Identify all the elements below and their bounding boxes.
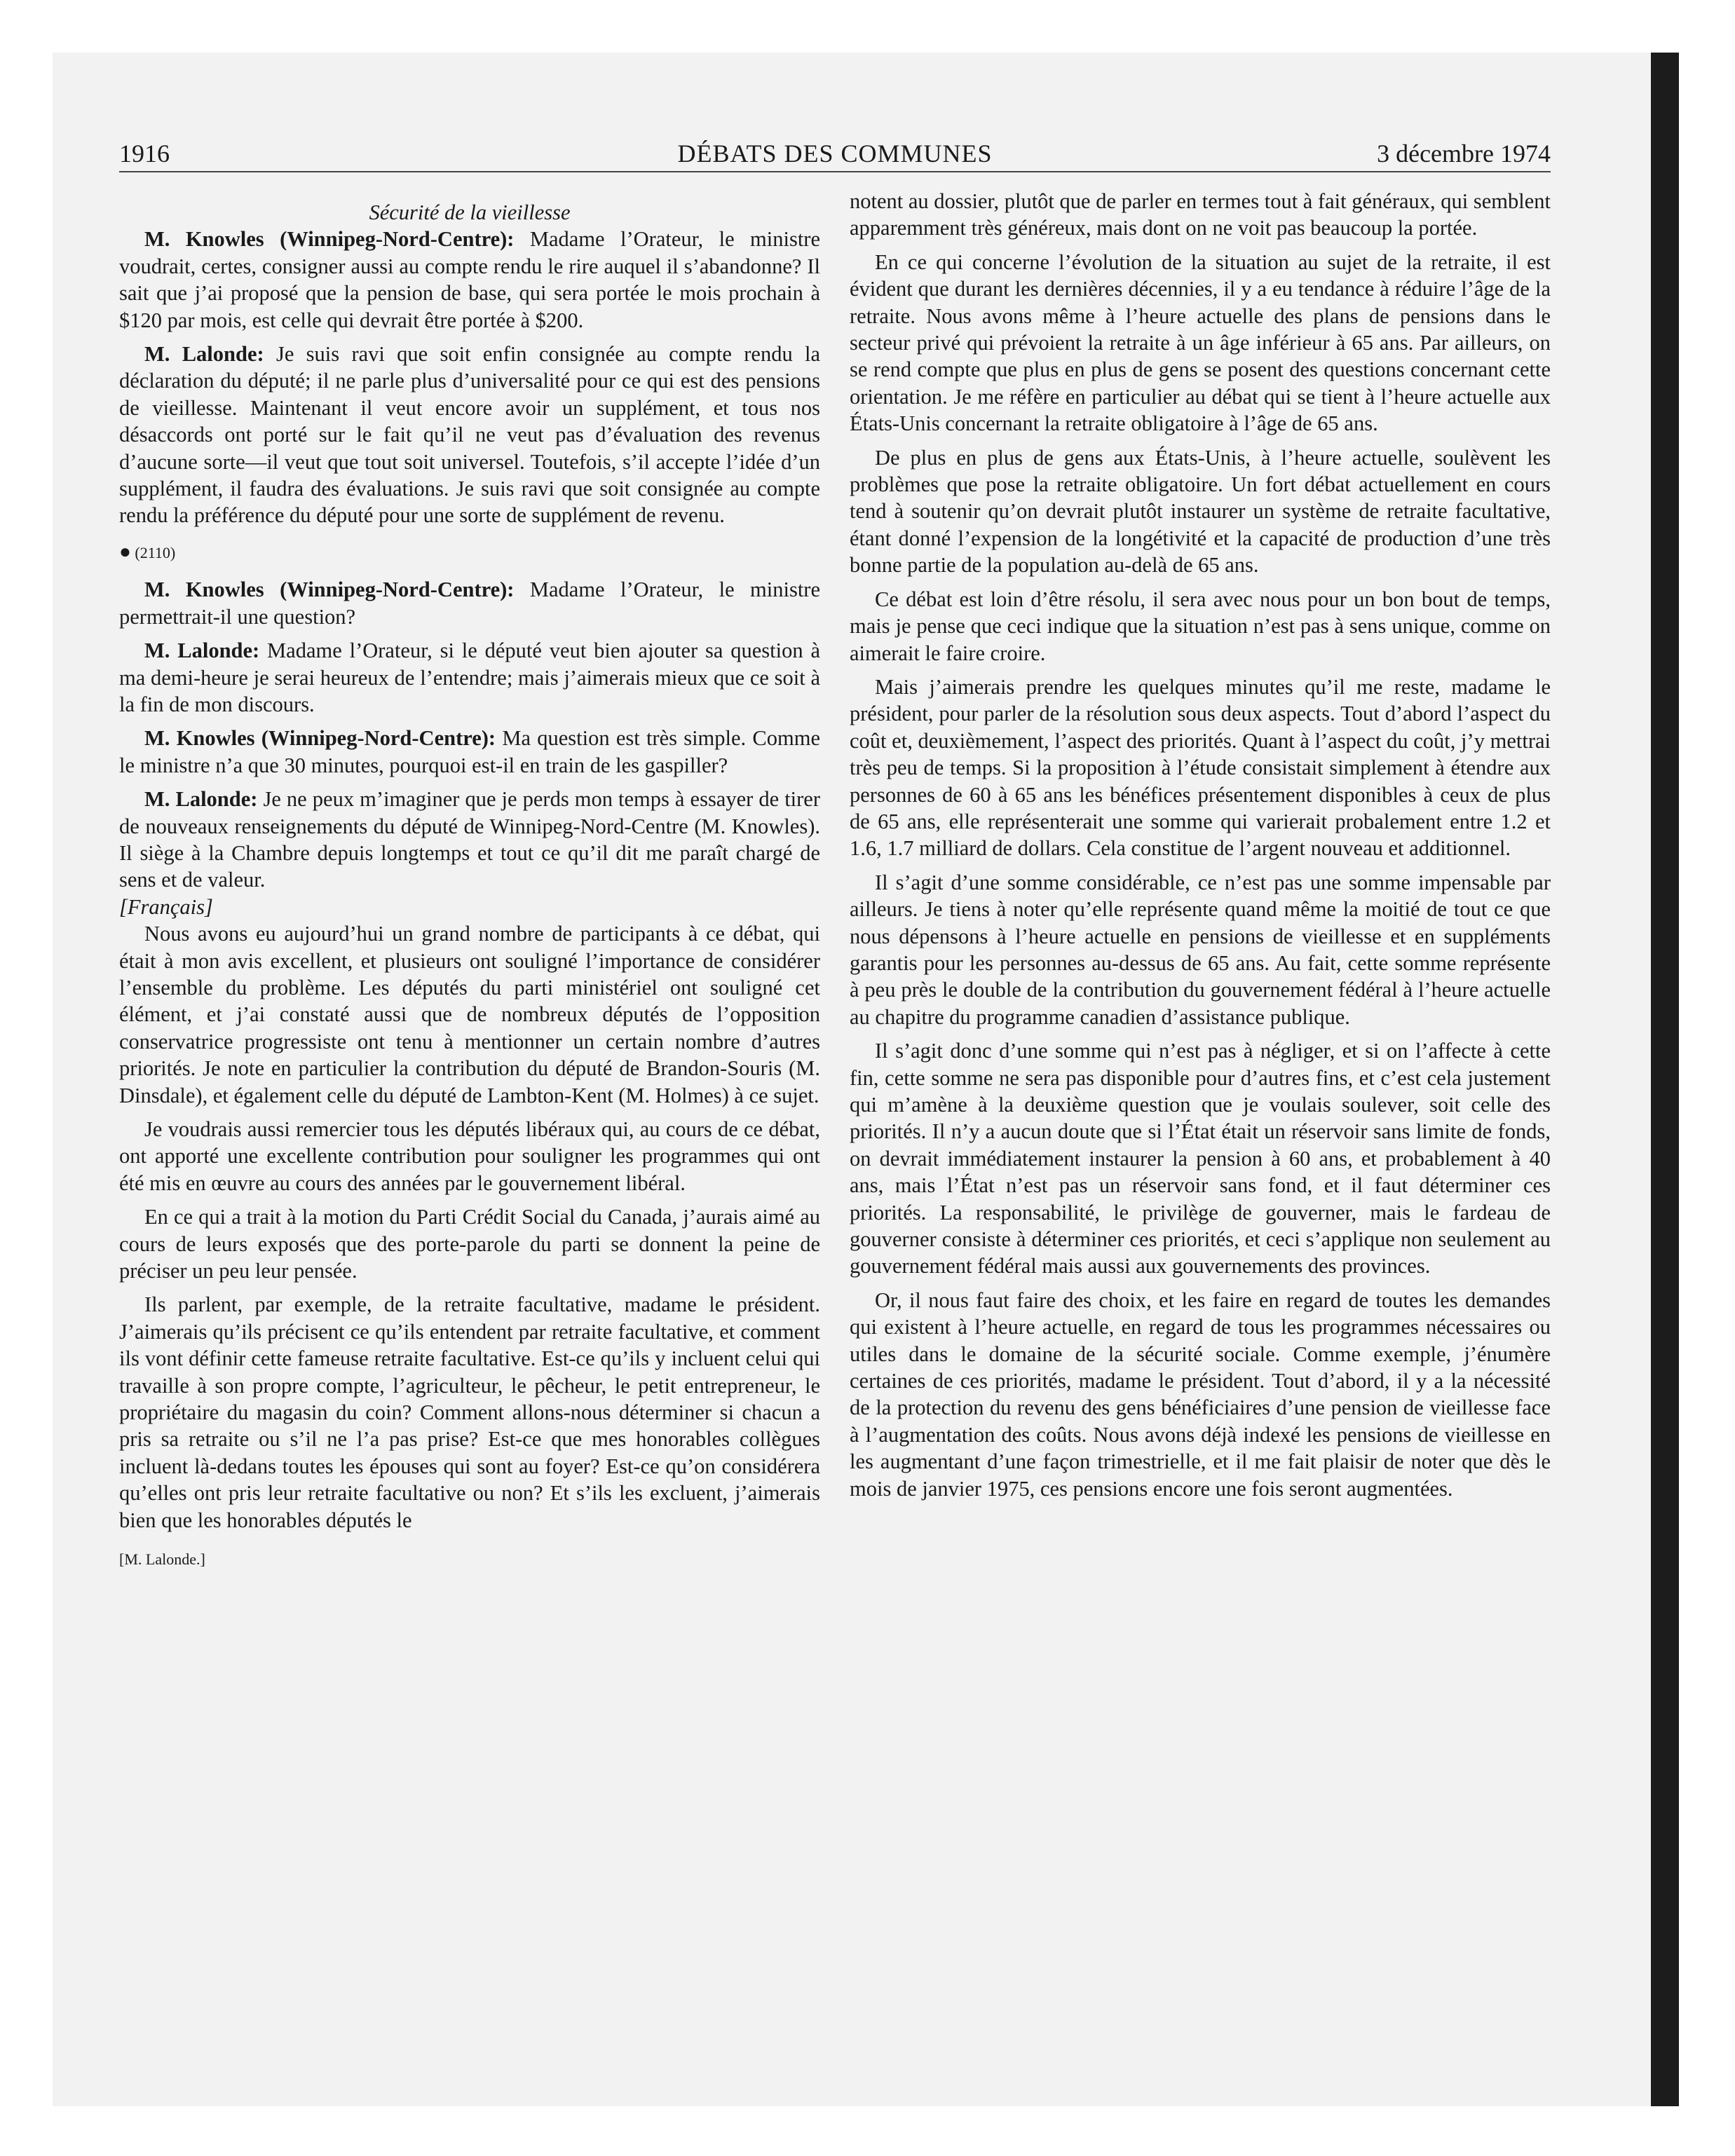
paragraph: Je voudrais aussi remercier tous les députés libéraux qui, au cours de ce débat, ont apporté une excellente contribution pour souligner les programmes qui ont été mis en œuvre au cours des années par le gouvernement libéral. bbox=[119, 1117, 820, 1195]
page-header bbox=[119, 139, 1551, 172]
paragraph: En ce qui concerne l’évolution de la situation au sujet de la retraite, il est évident que durant les dernières décennies, il y a eu tendance à réduire l’âge de la retraite. Nous avons même à l’heure actuelle des plans de pensions dans le secteur privé qui prévoient la retraite à un âge inférieur à 65 ans. Par ailleurs, on se rend compte que plus en plus de gens se posent des questions concernant cette orientation. Je me réfère en particulier au débat qui se tient à l’heure actuelle aux États-Unis concernant la retraite obligatoire à l’âge de 65 ans. bbox=[850, 250, 1551, 436]
right-column bbox=[850, 188, 1551, 1509]
paragraph: De plus en plus de gens aux États-Unis, à l’heure actuelle, soulèvent les problèmes que pose la retraite obligatoire. Un fort débat actuellement en cours tend à soutenir qu’on devrait plutôt instaurer un système de retraite facultative, étant donné l’expension de la longétivité et la capacité de production d’une très bonne partie de la population au-delà de 65 ans. bbox=[850, 445, 1551, 578]
speech-text: Madame l’Orateur, le ministre voudrait, certes, consigner aussi au compte rendu le rire auquel il s’abandonne? Il sait que j’ai proposé que la pension de base, qui sera portée le mois prochain à $120 par mois, est celle qui devrait être portée à $200. bbox=[119, 227, 820, 332]
scan-edge-bar bbox=[1651, 53, 1679, 2106]
speaker-name: M. Knowles (Winnipeg-Nord-Centre): bbox=[144, 227, 515, 252]
paragraph bbox=[119, 576, 820, 630]
speaker-name: M. Knowles (Winnipeg-Nord-Centre): bbox=[144, 726, 496, 751]
paragraph bbox=[119, 786, 820, 894]
page-number: 1916 bbox=[119, 139, 170, 168]
paragraph: Ce débat est loin d’être résolu, il sera avec nous pour un bon bout de temps, mais je pense que ceci indique que la situation n’est pas à sens unique, comme on aimerait le faire croire. bbox=[850, 587, 1551, 665]
paragraph: Ils parlent, par exemple, de la retraite facultative, madame le président. J’aimerais qu’ils précisent ce qu’ils entendent par retraite facultative, et comment ils vont définir cette fameuse retraite facultative. Est-ce qu’ils y incluent celui qui travaille à son propre compte, l’agriculteur, le pêcheur, le petit entrepreneur, le propriétaire du magasin du coin? Comment allons-nous déterminer si chacun a pris sa retraite ou s’il ne l’a pas prise? Est-ce que mes honorables collègues incluent là-dedans toutes les épouses qui sont au foyer? Est-ce qu’on considérera qu’elles ont pris leur retraite facultative ou non? Et s’ils les excluent, j’aimerais bien que les honorables députés le bbox=[119, 1292, 820, 1532]
speech-text: Madame l’Orateur, si le député veut bien ajouter sa question à ma demi-heure je serai heureux de l’entendre; mais j’aimerais mieux que ce soit à la fin de mon discours. bbox=[119, 639, 821, 716]
speech-text: Je suis ravi que soit enfin consignée au compte rendu la déclaration du député; il ne parle plus d’universalité pour ce qui est des pensions de vieillesse. Maintenant il veut encore avoir un supplément, et tous nos désaccords ont porté sur le fait qu’il ne veut pas d’évaluation des revenus d’aucune sorte—il veut que tout soit universel. Toutefois, s’il accepte l’idée d’un supplément, il faudra des évaluations. Je suis ravi que soit consignée au compte rendu la préférence du député pour une sorte de supplément de revenu. bbox=[119, 342, 821, 528]
header-date: 3 décembre 1974 bbox=[1377, 139, 1551, 168]
paragraph: Mais j’aimerais prendre les quelques minutes qu’il me reste, madame le président, pour parler de la résolution sous deux aspects. Tout d’abord l’aspect du coût et, deuxièmement, l’aspect des priorités. Quant à l’aspect du coût, j’y mettrai très peu de temps. Si la proposition à l’étude consistait simplement à étendre aux personnes de 60 à 65 ans les bénéfices présentement disponibles à ceux de plus de 65 ans, elle représenterait une somme qui varierait probalement entre 1.2 et 1.6, 1.7 milliard de dollars. Cela constitue de l’argent nouveau et additionnel. bbox=[850, 674, 1551, 861]
paragraph: En ce qui a trait à la motion du Parti Crédit Social du Canada, j’aurais aimé au cours de leurs exposés que des porte-parole du parti se donnent la peine de préciser un peu leur pensée. bbox=[119, 1205, 820, 1283]
speech-text: Madame l’Orateur, le ministre permettrait-il une question? bbox=[119, 578, 820, 629]
paragraph bbox=[119, 725, 820, 779]
speaker-name: M. Lalonde: bbox=[144, 342, 264, 367]
timestamp-bullet: ● bbox=[119, 540, 131, 563]
paragraph: Il s’agit donc d’une somme qui n’est pas à négliger, et si on l’affecte à cette fin, cette somme ne sera pas disponible pour d’autres fins, et c’est cela justement qui m’amène à la deuxième question que je voulais soulever, soit celle des priorités. Il n’y a aucun doute que si l’État était un réservoir sans limite de fonds, on devrait immédiatement instaurer la pension à 60 ans, et probablement à 40 ans, mais l’État n’est pas un réservoir sans fond, et il faut déterminer ces priorités. La responsabilité, le privilège de gouverner, mais le fardeau de gouverner consiste à déterminer ces priorités, et ceci s’applique non seulement au gouvernement fédéral mais aussi aux gouvernements des provinces. bbox=[850, 1039, 1551, 1278]
paragraph: notent au dossier, plutôt que de parler en termes tout à fait généraux, qui semblent apparemment très généreux, mais dont on ne voit pas beaucoup la portée. bbox=[850, 189, 1551, 240]
speaker-footnote: [M. Lalonde.] bbox=[119, 1550, 205, 1569]
journal-title: DÉBATS DES COMMUNES bbox=[677, 139, 993, 168]
left-column bbox=[119, 188, 820, 1581]
paragraph bbox=[119, 637, 820, 718]
speaker-name: M. Lalonde: bbox=[144, 639, 260, 663]
speaker-name: M. Lalonde: bbox=[144, 787, 258, 812]
paragraph: Nous avons eu aujourd’hui un grand nombre de participants à ce débat, qui était à mon avis excellent, et plusieurs ont souligné l’importance de considérer l’ensemble du problème. Les députés du parti ministériel ont souligné cet élément, et j’ai constaté aussi que de nombreux députés de l’opposition conservatrice progressiste ont tenu à mentionner un certain nombre d’autres priorités. Je note en particulier la contribution du député de Brandon-Souris (M. Dinsdale), et également celle du député de Lambton-Kent (M. Holmes) à ce sujet. bbox=[119, 922, 820, 1107]
header-rule bbox=[119, 171, 1551, 172]
language-marker: [Français] bbox=[119, 894, 213, 919]
paragraph: Il s’agit d’une somme considérable, ce n’est pas une somme impensable par ailleurs. Je tiens à noter qu’elle représente quand même la moitié de tout ce que nous dépensons à l’heure actuelle en pensions de vieillesse et en suppléments garantis pour les personnes au-dessus de 65 ans. Au fait, cette somme représente à peu près le double de la contribution du gouvernement fédéral à l’heure actuelle au chapitre du programme canadien d’assistance publique. bbox=[850, 870, 1551, 1029]
section-title: Sécurité de la vieillesse bbox=[369, 200, 571, 224]
paragraph: Or, il nous faut faire des choix, et les faire en regard de toutes les demandes qui existent à l’heure actuelle, en regard de tous les programmes nécessaires ou utiles dans le domaine de la sécurité sociale. Comme exemple, j’énumère certaines de ces priorités, madame le président. Tout d’abord, il y a la nécessité de la protection du revenu des gens bénéficiaires d’une pension de vieillesse face à l’augmentation des coûts. Nous avons déjà indexé les pensions de vieillesse en les augmentant d’une façon trimestrielle, et il me fait plaisir de noter que dès le mois de janvier 1975, ces pensions encore une fois seront augmentées. bbox=[850, 1288, 1551, 1501]
speech-text: Je ne peux m’imaginer que je perds mon temps à essayer de tirer de nouveaux renseignements du député de Winnipeg-Nord-Centre (M. Knowles). Il siège à la Chambre depuis longtemps et tout ce qu’il dit me paraît chargé de sens et de valeur. bbox=[119, 787, 820, 892]
speaker-name: M. Knowles (Winnipeg-Nord-Centre): bbox=[144, 578, 515, 602]
timestamp bbox=[119, 539, 820, 566]
timestamp-text: (2110) bbox=[135, 543, 176, 561]
paragraph bbox=[119, 341, 820, 529]
paragraph bbox=[119, 226, 820, 334]
speech-text: Ma question est très simple. Comme le ministre n’a que 30 minutes, pourquoi est-il en train de les gaspiller? bbox=[119, 726, 820, 777]
